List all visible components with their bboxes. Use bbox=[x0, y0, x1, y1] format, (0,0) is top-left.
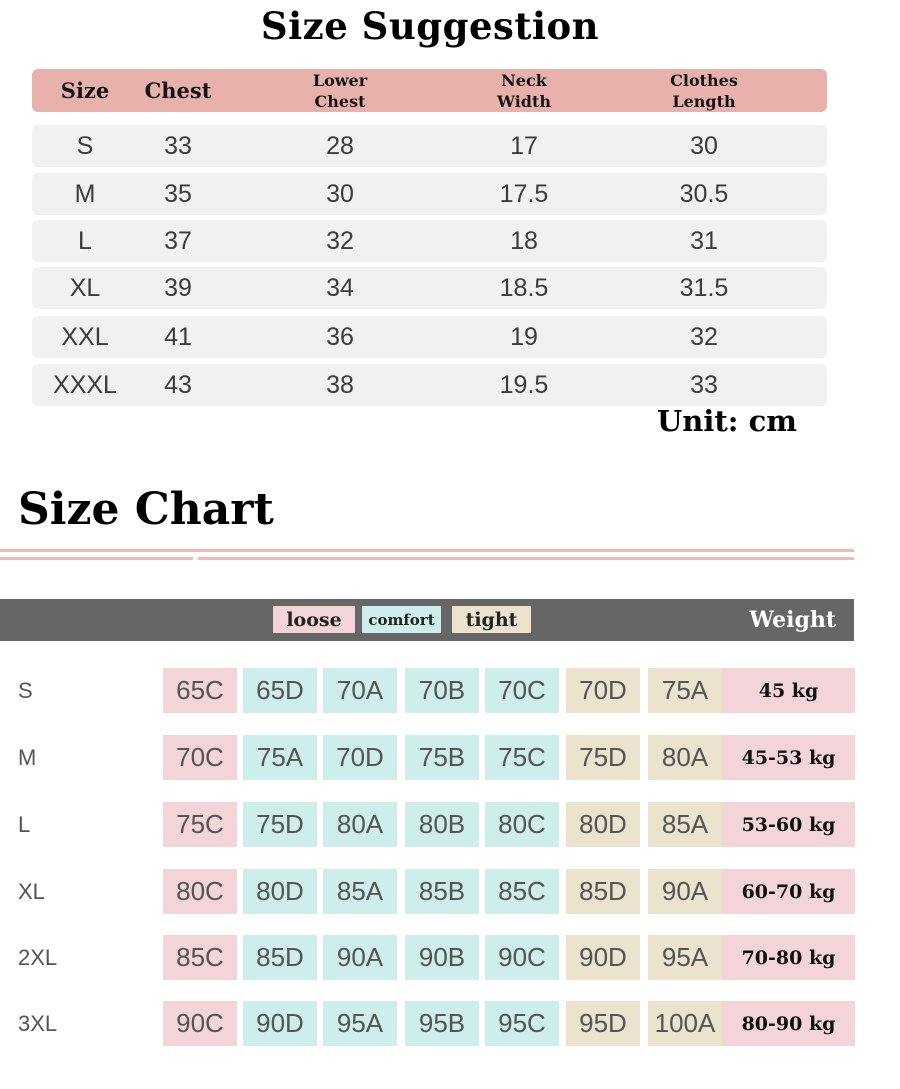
cup-size-cell-tight: 70D bbox=[566, 668, 640, 713]
chart-size-label: XL bbox=[18, 879, 45, 904]
cup-size-cell-comfort: 90C bbox=[485, 935, 559, 980]
cup-size-cell-comfort: 80C bbox=[485, 802, 559, 847]
measurement-cell: 17 bbox=[510, 131, 538, 160]
header-text: Length bbox=[672, 91, 736, 111]
table-row bbox=[32, 173, 827, 215]
cup-size-cell-comfort: 75B bbox=[405, 735, 479, 780]
measurement-cell: 33 bbox=[690, 370, 718, 399]
measurement-cell: 43 bbox=[164, 370, 192, 399]
cup-size-cell-comfort: 75C bbox=[485, 735, 559, 780]
legend-tight: tight bbox=[452, 606, 531, 633]
divider-line bbox=[198, 557, 854, 560]
cup-size-cell-comfort: 95C bbox=[485, 1001, 559, 1046]
measurement-cell: 32 bbox=[326, 226, 354, 255]
cup-size-cell-loose: 90C bbox=[163, 1001, 237, 1046]
measurement-cell: 28 bbox=[326, 131, 354, 160]
cup-size-cell-comfort: 65D bbox=[243, 668, 317, 713]
table-row bbox=[32, 316, 827, 358]
cup-size-cell-loose: 75C bbox=[163, 802, 237, 847]
header-cell bbox=[265, 69, 415, 112]
measurement-cell: 34 bbox=[326, 273, 354, 302]
cup-size-cell-tight: 95D bbox=[566, 1001, 640, 1046]
header-text: Neck bbox=[501, 70, 547, 90]
cup-size-cell-tight: 85A bbox=[648, 802, 722, 847]
table-row bbox=[32, 220, 827, 262]
cup-size-cell-comfort: 85B bbox=[405, 869, 479, 914]
unit-label: Unit: cm bbox=[657, 404, 797, 438]
measurement-cell: 18.5 bbox=[499, 273, 549, 302]
weight-cell: 45-53 kg bbox=[722, 735, 855, 780]
cup-size-cell-tight: 80A bbox=[648, 735, 722, 780]
cup-size-cell-tight: 100A bbox=[648, 1001, 722, 1046]
table-row bbox=[32, 125, 827, 167]
header-cell bbox=[35, 69, 135, 112]
table-row bbox=[32, 364, 827, 406]
measurement-cell: 31.5 bbox=[679, 273, 729, 302]
weight-cell: 70-80 kg bbox=[722, 935, 855, 980]
cup-size-cell-comfort: 95A bbox=[323, 1001, 397, 1046]
cup-size-cell-comfort: 75D bbox=[243, 802, 317, 847]
measurement-cell: 39 bbox=[164, 273, 192, 302]
cup-size-cell-comfort: 90D bbox=[243, 1001, 317, 1046]
cup-size-cell-comfort: 95B bbox=[405, 1001, 479, 1046]
header-text: Lower bbox=[312, 70, 368, 90]
cup-size-cell-comfort: 90A bbox=[323, 935, 397, 980]
header-text: Chest bbox=[314, 91, 366, 111]
header-cell bbox=[449, 69, 599, 112]
measurement-cell: 19 bbox=[510, 322, 538, 351]
size-cell: S bbox=[76, 131, 94, 160]
chart-size-label: 2XL bbox=[18, 945, 58, 970]
legend-bar bbox=[0, 599, 854, 641]
chart-size-label: M bbox=[18, 745, 37, 770]
measurement-cell: 35 bbox=[164, 179, 192, 208]
cup-size-cell-tight: 90A bbox=[648, 869, 722, 914]
cup-size-cell-loose: 65C bbox=[163, 668, 237, 713]
size-cell: XXXL bbox=[53, 370, 117, 399]
cup-size-cell-loose: 80C bbox=[163, 869, 237, 914]
size-cell: L bbox=[78, 226, 92, 255]
weight-cell: 45 kg bbox=[722, 668, 855, 713]
table-row bbox=[32, 267, 827, 309]
measurement-cell: 30.5 bbox=[679, 179, 729, 208]
header-cell bbox=[629, 69, 779, 112]
cup-size-cell-loose: 70C bbox=[163, 735, 237, 780]
weight-cell: 60-70 kg bbox=[722, 869, 855, 914]
size-cell: XL bbox=[69, 273, 101, 302]
measurement-cell: 41 bbox=[164, 322, 192, 351]
cup-size-cell-comfort: 85D bbox=[243, 935, 317, 980]
measurement-cell: 33 bbox=[164, 131, 192, 160]
divider-line bbox=[0, 549, 854, 552]
cup-size-cell-comfort: 70C bbox=[485, 668, 559, 713]
legend-loose: loose bbox=[273, 606, 355, 633]
cup-size-cell-tight: 80D bbox=[566, 802, 640, 847]
cup-size-cell-comfort: 75A bbox=[243, 735, 317, 780]
measurement-cell: 30 bbox=[690, 131, 718, 160]
measurement-cell: 38 bbox=[326, 370, 354, 399]
header-cell bbox=[128, 69, 228, 112]
measurement-cell: 18 bbox=[510, 226, 538, 255]
header-text: Size bbox=[60, 78, 110, 103]
chart-size-label: S bbox=[18, 678, 33, 703]
header-text: Clothes bbox=[670, 70, 738, 90]
cup-size-cell-tight: 90D bbox=[566, 935, 640, 980]
measurement-cell: 31 bbox=[690, 226, 718, 255]
size-cell: M bbox=[74, 179, 96, 208]
weight-header: Weight bbox=[749, 607, 836, 633]
cup-size-cell-comfort: 70B bbox=[405, 668, 479, 713]
measurement-cell: 32 bbox=[690, 322, 718, 351]
suggestion-title: Size Suggestion bbox=[260, 4, 600, 48]
cup-size-cell-comfort: 90B bbox=[405, 935, 479, 980]
measurement-cell: 30 bbox=[326, 179, 354, 208]
header-text: Width bbox=[497, 91, 551, 111]
cup-size-cell-comfort: 80A bbox=[323, 802, 397, 847]
cup-size-cell-loose: 85C bbox=[163, 935, 237, 980]
cup-size-cell-comfort: 70A bbox=[323, 668, 397, 713]
size-cell: XXL bbox=[61, 322, 109, 351]
cup-size-cell-tight: 85D bbox=[566, 869, 640, 914]
divider-line bbox=[0, 557, 193, 560]
cup-size-cell-comfort: 85A bbox=[323, 869, 397, 914]
weight-cell: 80-90 kg bbox=[722, 1001, 855, 1046]
chart-size-label: L bbox=[18, 812, 31, 837]
weight-cell: 53-60 kg bbox=[722, 802, 855, 847]
cup-size-cell-tight: 95A bbox=[648, 935, 722, 980]
measurement-cell: 36 bbox=[326, 322, 354, 351]
measurement-cell: 17.5 bbox=[499, 179, 549, 208]
measurement-cell: 37 bbox=[164, 226, 192, 255]
suggestion-header-row bbox=[32, 69, 827, 112]
chart-size-label: 3XL bbox=[18, 1011, 58, 1036]
cup-size-cell-comfort: 85C bbox=[485, 869, 559, 914]
cup-size-cell-tight: 75A bbox=[648, 668, 722, 713]
cup-size-cell-comfort: 70D bbox=[323, 735, 397, 780]
header-text: Chest bbox=[144, 78, 212, 103]
legend-comfort: comfort bbox=[362, 606, 441, 633]
cup-size-cell-tight: 75D bbox=[566, 735, 640, 780]
measurement-cell: 19.5 bbox=[499, 370, 549, 399]
cup-size-cell-comfort: 80B bbox=[405, 802, 479, 847]
cup-size-cell-comfort: 80D bbox=[243, 869, 317, 914]
chart-title: Size Chart bbox=[18, 484, 274, 535]
